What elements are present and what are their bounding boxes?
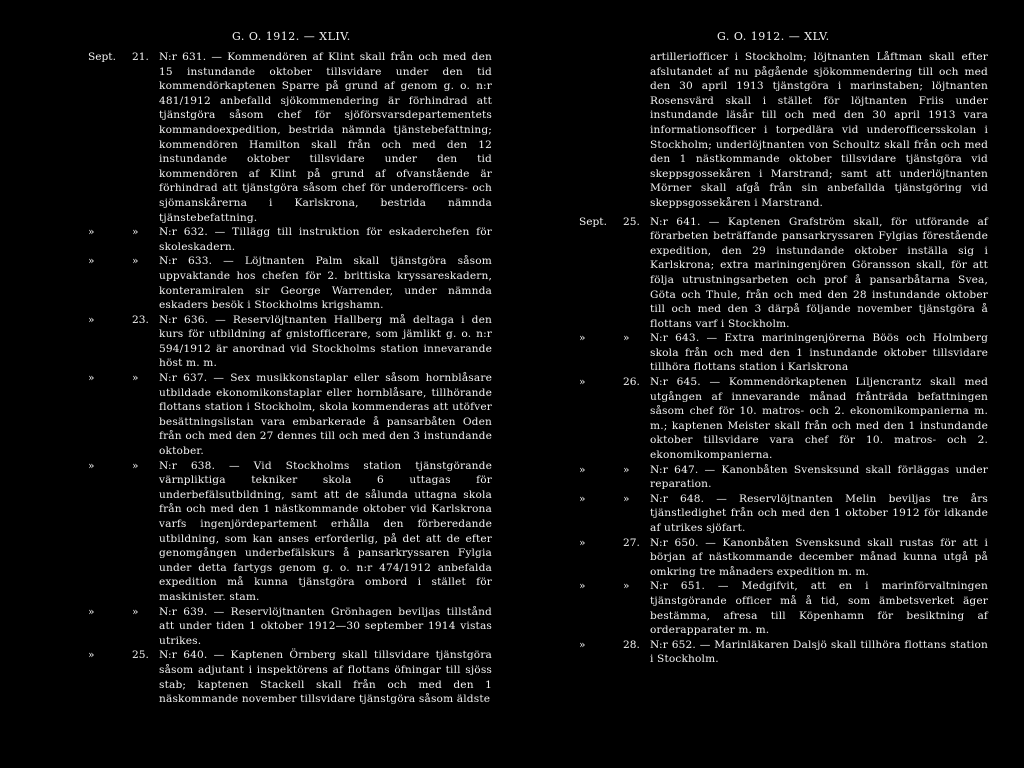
order-entry — [0, 50, 512, 225]
entry-month: Sept. — [579, 215, 607, 228]
entry-month: » — [88, 605, 95, 618]
order-entry — [512, 536, 1024, 580]
entry-text: N:r 640. — Kaptenen Örnberg skall tillsvidare tjänstgöra såsom adjutant i inspektörens af flottans öfningar till sjöss stab; kaptenen Stackell skall från och med den 1 näskommande november tillsvidare tjänstgöra såsom äldste — [159, 649, 492, 706]
entry-month: » — [579, 580, 586, 593]
entry-month: » — [88, 649, 95, 662]
entry-day: » — [132, 372, 139, 385]
order-entry — [512, 215, 1024, 332]
order-entry — [512, 579, 1024, 637]
entry-text: N:r 639. — Reservlöjtnanten Grönhagen beviljas tillstånd att under tiden 1 oktober 1912—30 september 1914 vistas utrikes. — [159, 605, 492, 647]
entry-text: artilleriofficer i Stockholm; löjtnanten Låftman skall efter afslutandet af nu pågående sjökommendering till och med den 30 april 1913 tjänstgöra i marinstaben; löjtnanten Rosensvärd skall i stället för löjtnanten Friis under instundande läsår till och med den 30 april 1913 vara informationsofficer i torpedlära vid underofficersskolan i Stockholm; underlöjtnanten von Schoultz skall från och med den 1 nästkommande oktober tillsvidare tjänstgöra vid skeppsgossekåren i Marstrand; samt att underlöjtnanten Mörner skall afgå från sin anbefallda tjänstgöring vid skeppsgossekåren i Marstrand. — [650, 51, 988, 209]
entry-day: » — [132, 255, 139, 268]
order-entry — [0, 313, 512, 371]
entry-month: » — [579, 376, 586, 389]
entry-month: » — [579, 536, 586, 549]
entry-text: N:r 648. — Reservlöjtnanten Melin beviljas tre års tjänstledighet från och med den 1 oktober 1912 för idkande af utrikes sjöfart. — [650, 492, 988, 534]
order-entry — [0, 371, 512, 459]
entry-text: N:r 651. — Medgifvit, att en i marinförvaltningen tjänstgörande officer må å tid, som ämbetsverket äger bestämma, afresa till Köpenhamn för besiktning af orderapparater m. m. — [650, 580, 988, 637]
entries-left — [0, 50, 512, 707]
entry-day: » — [132, 226, 139, 239]
entry-text: N:r 643. — Extra mariningenjörerna Böös och Holmberg skola från och med den 1 instundande oktober tillsvidare tillhöra flottans station i Karlskrona — [650, 332, 988, 374]
entry-text: N:r 647. — Kanonbåten Svensksund skall förläggas under reparation. — [650, 463, 988, 491]
order-entry — [0, 605, 512, 649]
right-page — [512, 0, 1024, 768]
running-head-right: G. O. 1912. — XLV. — [717, 30, 830, 43]
entry-month: Sept. — [88, 51, 116, 63]
running-head-left: G. O. 1912. — XLIV. — [232, 30, 351, 43]
order-entry — [512, 638, 1024, 667]
entry-month: » — [88, 313, 95, 326]
entry-text: N:r 632. — Tillägg till instruktion för eskaderchefen för skoleskadern. — [159, 226, 492, 253]
entry-month: » — [88, 459, 95, 472]
entry-day: 26. — [623, 376, 640, 389]
entry-day: » — [623, 332, 630, 345]
order-entry-continued — [512, 50, 1024, 211]
entry-day: » — [623, 463, 630, 476]
entry-month: » — [88, 226, 95, 239]
entry-text: N:r 650. — Kanonbåten Svensksund skall rustas för att i början af nästkommande december månad kunna utgå på omkring tre månaders expedition m. m. — [650, 536, 988, 578]
entry-month: » — [579, 638, 586, 651]
entry-text: N:r 633. — Löjtnanten Palm skall tjänstgöra såsom uppvaktande hos chefen för 2. brittiska kryssareskadern, konteramiralen sir George Warrender, under nämnda eskaders besök i Stockholms krigshamn. — [159, 255, 492, 312]
order-entry — [0, 459, 512, 605]
entry-text: N:r 636. — Reservlöjtnanten Hallberg må deltaga i den kurs för utbildning af gnistofficerare, som jämlikt g. o. n:r 594/1912 är anordnad vid Stockholms station innevarande höst m. m. — [159, 313, 492, 370]
order-entry — [0, 225, 512, 254]
entry-month: » — [579, 332, 586, 345]
order-entry — [0, 254, 512, 312]
entry-day: 25. — [132, 649, 149, 662]
entry-day: 21. — [132, 51, 149, 63]
entry-day: » — [132, 605, 139, 618]
entry-month: » — [579, 492, 586, 505]
entry-text: N:r 637. — Sex musikkonstaplar eller såsom hornblåsare utbildade ekonomikonstaplar eller hornblåsare, tillhörande flottans station i Stockholm, skola kommenderas att utöfver besättningslistan vara embarkerade å pansarbåten Oden från och med den 27 dennes till och med den 3 instundande oktober. — [159, 372, 492, 458]
entry-text: N:r 652. — Marinläkaren Dalsjö skall tillhöra flottans station i Stockholm. — [650, 638, 988, 666]
order-entry — [512, 375, 1024, 463]
entry-month: » — [88, 372, 95, 385]
order-entry — [0, 648, 512, 706]
entry-month: » — [579, 463, 586, 476]
order-entry — [512, 463, 1024, 492]
entry-day: 28. — [623, 638, 640, 651]
order-entry — [512, 492, 1024, 536]
entry-day: 23. — [132, 313, 149, 326]
entry-day: » — [623, 580, 630, 593]
entry-text: N:r 641. — Kaptenen Grafström skall, för utförande af förarbeten beträffande pansarkryssaren Fylgias förestående expedition, den 29 instundande oktober inställa sig i Karlskrona; extra mariningenjören Göransson skall, för att följa utrustningsarbeten och prof å pansarbåtarna Svea, Göta och Thule, från och med den 28 instundande oktober till och med den 3 därpå följande november tjänstgöra å flottans varf i Stockholm. — [650, 215, 988, 330]
entries-right — [512, 50, 1024, 667]
entry-text: N:r 645. — Kommendörkaptenen Liljencrantz skall med utgången af innevarande månad frånträda befattningen såsom chef för 10. matros- och 2. ekonomikompanierna m. m.; kaptenen Meister skall från och med den 1 instundande oktober tillsvidare vara chef för 10. matros- och 2. ekonomikompanierna. — [650, 376, 988, 462]
entry-day: 27. — [623, 536, 640, 549]
entry-day: 25. — [623, 215, 640, 228]
entry-day: » — [132, 459, 139, 472]
order-entry — [512, 331, 1024, 375]
entry-text: N:r 631. — Kommendören af Klint skall från och med den 15 instundande oktober tillsvidare under den tid kommendörkaptenen Sparre på grund af genom g. o. n:r 481/1912 anbefalld sjökommendering är förhindrad att tjänstgöra såsom chef för sjöförsvarsdepartementets kommandoexpedition, bestrida nämnda tjänstebefattning; kommendören Hamilton skall från och med den 12 instundande oktober tillsvidare under den tid kommendören af Klint på grund af ofvanstående är förhindrad att tjänstgöra såsom chef för underofficers- och sjömanskårerna i Karlskrona, bestrida nämnda tjänstebefattning. — [159, 51, 492, 224]
entry-month: » — [88, 255, 95, 268]
entry-text: N:r 638. — Vid Stockholms station tjänstgörande värnpliktiga tekniker skola 6 uttagas för underbefälsutbildning, samt att de sålunda uttagna skola från och med den 1 nästkommande oktober vid Karlskrona varfs ingenjördepartement erhålla den förberedande utbildning, som kan anses erforderlig, på det att de efter genomgången underbefälskurs å pansarkryssaren Fylgia under detta fartygs genom g. o. n:r 474/1912 anbefalda expedition må kunna tjänstgöra ombord i stället för maskinister. stam. — [159, 459, 492, 603]
entry-day: » — [623, 492, 630, 505]
